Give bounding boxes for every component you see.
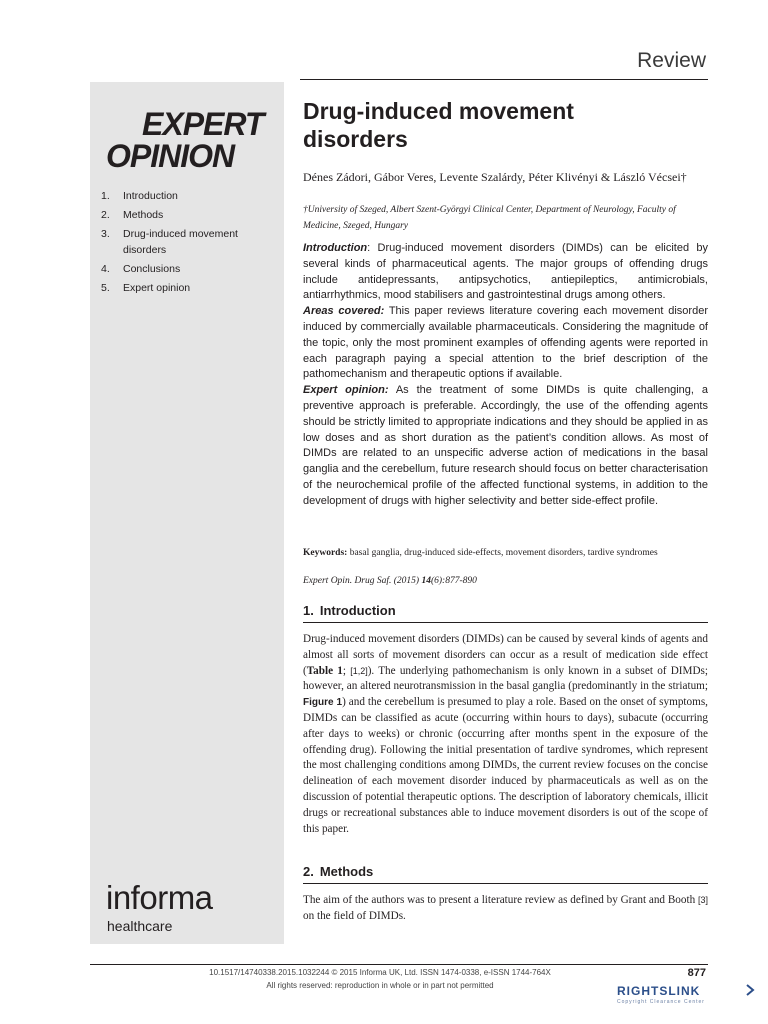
abstract-areas-text: This paper reviews literature covering each movement disorder induced by commercially available pharmaceuticals. Considering the magnitude of the topic, only the most prominent examples of offending agents were reported in each paragraph paying a special attention to the brief description of the pathomechanism and therapeutic options if available. [303, 305, 708, 381]
page-number: 877 [687, 967, 706, 979]
toc-label: Expert opinion [123, 281, 191, 294]
citation-pages: (6):877-890 [430, 576, 477, 586]
citation-journal: Expert Opin. Drug Saf. (2015) [303, 576, 422, 586]
abstract-opinion-label: Expert opinion: [303, 384, 389, 397]
toc-number: 5. [101, 281, 110, 294]
citation-volume: 14 [421, 576, 431, 586]
author-affiliation: †University of Szeged, Albert Szent-Györgyi Clinical Center, Department of Neurology, Faculty of Medicine, Szeged, Hungary [303, 205, 676, 231]
text-run: ). The underlying pathomechanism is only known in a subset of DIMDs; however, an altered neurotransmission in the basal ganglia (predominantly in the striatum; [303, 664, 709, 693]
header-rule [300, 79, 708, 80]
toc-number: 1. [101, 190, 110, 202]
text-run: ) and the cerebellum is presumed to play a role. Based on the onset of symptoms, DIMDs can be classified as acute (occurring within hours to days), subacute (occurring after days to weeks) or chronic (occurring after months spent in the exposure of the offending drug). Following the initial presentation of tardive syndromes, which represent the most challenging conditions among DIMDs, the current review focuses on the concise delineation of each movement disorder induced by pharmaceuticals as well as on the discussion of potential therapeutic options. The description of laboratory chemicals, illicit drugs or recreational substances able to induce movement disorders is out of the scope of this paper. [303, 696, 708, 835]
abstract [303, 241, 708, 510]
publisher-logo: informa [106, 879, 213, 916]
toc-item-drug-induced[interactable] [101, 227, 276, 258]
table-reference[interactable]: Table 1 [306, 664, 343, 677]
abstract-areas-label: Areas covered: [303, 305, 385, 318]
rightslink-logo[interactable]: RIGHTSLINK [617, 984, 701, 998]
keywords-label: Keywords: [303, 548, 348, 558]
abstract-opinion-text: As the treatment of some DIMDs is quite challenging, a preventive approach is preferable. Accordingly, the use of the offending agents should be strictly limited to appropriate indications and they should be applied in as low doses and as short duration as the patient’s condition allows. As most of DIMDs are related to an unspecific adverse action of medications in the basal ganglia and the cerebellum, future research should focus on better characterisation of the neurochemical profile of the affected functional systems, in addition to the development of drugs with higher selectivity and better side-effect profile. [303, 384, 708, 507]
citation-reference[interactable]: [3] [697, 895, 708, 905]
chevron-right-icon [744, 984, 756, 996]
table-of-contents [101, 189, 276, 300]
abstract-areas-covered [303, 304, 708, 383]
section-title: Introduction [319, 603, 396, 618]
journal-citation [303, 576, 477, 586]
text-run: on the field of DIMDs. [303, 909, 406, 922]
toc-label: Conclusions [123, 262, 181, 275]
abstract-expert-opinion [303, 383, 708, 509]
section-title: Methods [319, 864, 374, 879]
footer-rule [90, 964, 708, 965]
journal-logo-line1: EXPERT [142, 106, 264, 142]
section-number: 2. [303, 864, 314, 879]
toc-number: 4. [101, 262, 110, 275]
toc-item-introduction[interactable] [101, 189, 276, 205]
toc-item-conclusions[interactable] [101, 262, 276, 278]
section-label: Review [637, 49, 706, 72]
text-run: Drug-induced movement disorders (DIMDs) can be caused by several kinds of agents and almost all sorts of movement disorders can occur as a result of medication side effect ( [303, 633, 708, 677]
article-title: Drug-induced movement disorders [303, 98, 574, 152]
text-run: The aim of the authors was to present a literature review as defined by Grant and Booth [303, 894, 698, 906]
abstract-intro-label: Introduction [303, 242, 368, 254]
citation-reference[interactable]: [1,2] [350, 665, 368, 676]
toc-number: 2. [101, 209, 110, 221]
section-number: 1. [303, 603, 314, 618]
keywords [303, 547, 708, 560]
section-heading-methods [303, 864, 708, 884]
figure-reference[interactable]: Figure 1 [303, 697, 343, 709]
methods-paragraph [303, 893, 708, 925]
toc-item-expert-opinion[interactable] [101, 281, 276, 297]
publisher-logo-subtitle: healthcare [107, 918, 173, 934]
toc-number: 3. [101, 228, 110, 240]
toc-label: Methods [123, 209, 164, 221]
toc-label: Introduction [123, 190, 178, 202]
section-heading-introduction [303, 603, 708, 623]
toc-item-methods[interactable] [101, 208, 276, 224]
toc-label: Drug-induced movement disorders [123, 228, 238, 256]
doi-copyright-line: 10.1517/14740338.2015.1032244 © 2015 Informa UK, Ltd. ISSN 1474-0338, e-ISSN 1744-764X [209, 968, 551, 977]
author-list: Dénes Zádori, Gábor Veres, Levente Szalárdy, Péter Klivényi & László Vécsei† [303, 170, 687, 184]
rights-notice: All rights reserved: reproduction in whole or in part not permitted [266, 981, 494, 990]
text-run: ; [342, 664, 351, 677]
introduction-paragraph [303, 632, 708, 837]
abstract-intro-text: : Drug-induced movement disorders (DIMDs) can be elicited by several kinds of pharmaceutical agents. The major groups of offending drugs include antidepressants, antipsychotics, antiepileptics, antimicrobials, antiarrhythmics, mood stabilisers and gastrointestinal drugs among others. [303, 242, 708, 302]
abstract-introduction [303, 241, 708, 304]
journal-logo-line2: OPINION [106, 138, 235, 174]
rightslink-subtitle: Copyright Clearance Center [617, 999, 705, 1005]
keywords-text: basal ganglia, drug-induced side-effects, movement disorders, tardive syndromes [347, 548, 658, 558]
